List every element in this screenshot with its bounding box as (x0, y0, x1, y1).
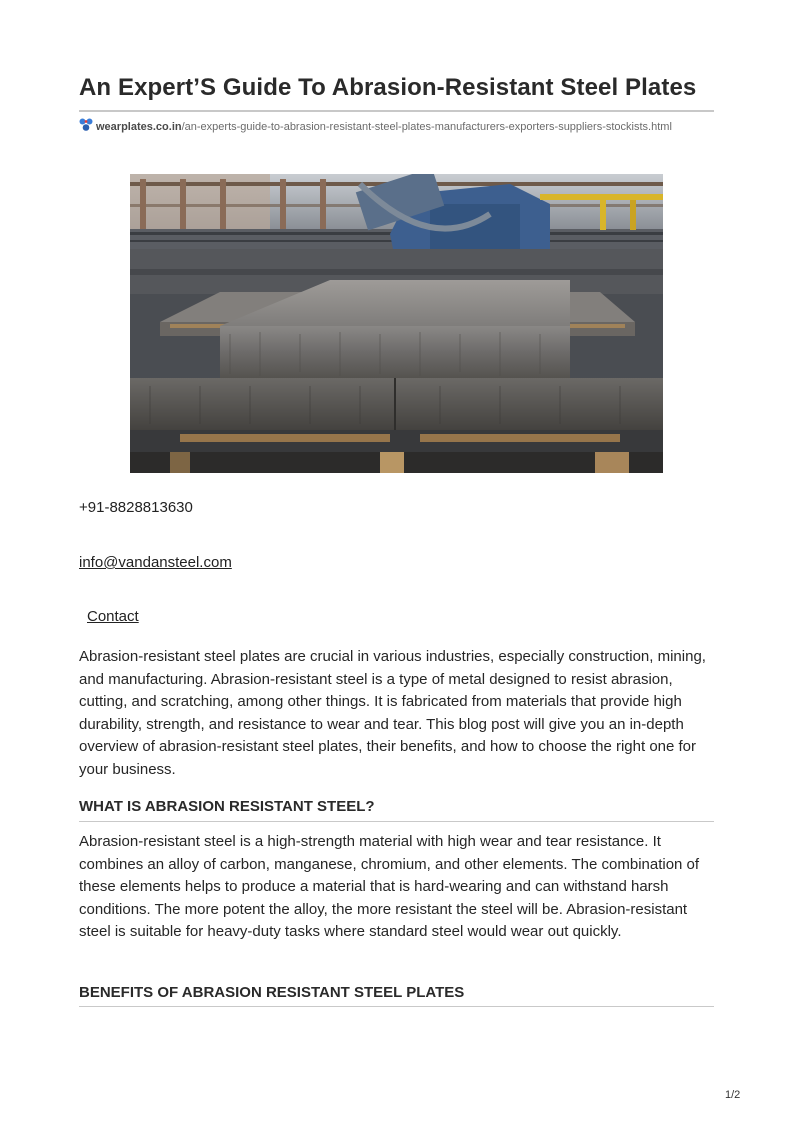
section-heading-what-is: WHAT IS ABRASION RESISTANT STEEL? (79, 798, 375, 815)
steel-plates-photo (130, 174, 663, 473)
source-domain[interactable]: wearplates.co.in (96, 121, 182, 133)
source-url[interactable] (79, 118, 679, 135)
contact-link[interactable]: Contact (87, 608, 139, 625)
section-paragraph-what-is: Abrasion-resistant steel is a high-strength material with high wear and tear resistance. It combines an alloy of carbon, manganese, chromium, and other elements. The combination of these elements helps to produce a material that is hard-wearing and can withstand harsh conditions. The more potent the alloy, the more resistant the steel will be. Abrasion-resistant steel is suitable for heavy-duty tasks where standard steel would wear out quickly. (79, 833, 700, 941)
email-link[interactable]: info@vandansteel.com (79, 554, 232, 571)
intro-paragraph: Abrasion-resistant steel plates are crucial in various industries, especially construction, mining, and manufacturing. Abrasion-resistant steel is a type of metal designed to resist abrasion, cutting, and scratching, among other things. It is fabricated from materials that provide high durability, strength, and resistance to wear and tear. This blog post will give you an in-depth overview of abrasion-resistant steel plates, their benefits, and how to choose the right one for your business. (79, 648, 706, 778)
section-divider (79, 821, 714, 822)
source-path[interactable]: /an-experts-guide-to-abrasion-resistant-steel-plates-manufacturers-exporters-suppliers-stockists.html (181, 121, 672, 133)
section-divider (79, 1006, 714, 1007)
page-number: 1/2 (725, 1089, 741, 1101)
phone-number: +91-8828813630 (79, 499, 193, 516)
section-heading-benefits: BENEFITS OF ABRASION RESISTANT STEEL PLATES (79, 984, 465, 1001)
title-divider (79, 110, 714, 112)
article-title: An Expert’S Guide To Abrasion-Resistant Steel Plates (79, 74, 697, 101)
site-logo-icon (79, 118, 94, 132)
